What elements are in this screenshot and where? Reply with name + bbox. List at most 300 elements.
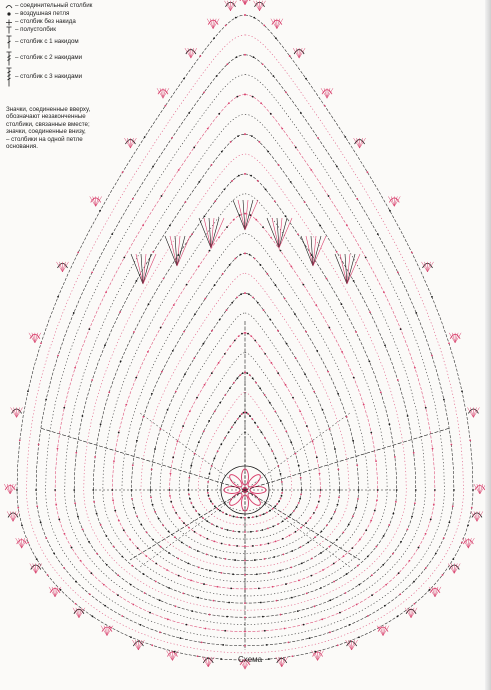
chain-dot — [274, 411, 276, 413]
chain-dot — [298, 579, 300, 581]
chain-dot — [277, 523, 279, 525]
chain-dot — [467, 524, 469, 526]
chain-dot — [228, 431, 230, 433]
chain-dot — [434, 489, 436, 491]
chain-dot — [290, 441, 292, 443]
chain-dot — [339, 612, 341, 614]
chain-dot — [88, 541, 90, 543]
chain-dot — [283, 553, 285, 555]
chain-dot — [259, 515, 261, 517]
chain-dot — [136, 515, 138, 517]
single-crochet-icon — [3, 19, 15, 26]
chain-dot — [188, 489, 190, 491]
chain-dot — [236, 296, 238, 298]
chain-dot — [292, 655, 294, 657]
chain-dot — [319, 473, 321, 475]
chain-dot — [215, 556, 217, 558]
chain-dot — [211, 372, 213, 374]
chain-dot — [152, 539, 154, 541]
chain-dot — [246, 412, 248, 414]
chain-dot — [236, 516, 238, 518]
chain-dot — [181, 541, 183, 543]
chain-dot — [341, 351, 343, 353]
chain-dot — [142, 224, 144, 226]
chain-dot — [16, 489, 18, 491]
chain-dot — [207, 492, 209, 494]
chain-dot — [267, 543, 269, 545]
chain-dot — [299, 411, 301, 413]
chain-dot — [322, 569, 324, 571]
chain-dot — [425, 567, 427, 569]
chain-dot — [94, 456, 96, 458]
chain-dot — [77, 516, 79, 518]
chain-dot — [311, 254, 313, 256]
chain-dot — [295, 531, 297, 533]
chain-dot — [285, 91, 287, 93]
chain-dot — [36, 558, 38, 560]
chain-dot — [213, 37, 215, 39]
chain-dot — [254, 258, 256, 260]
chain-dot — [376, 499, 378, 501]
chain-dot — [174, 651, 176, 653]
chain-dot — [190, 502, 192, 504]
chain-dot — [256, 516, 258, 518]
chain-dot — [300, 477, 302, 479]
chain-dot — [355, 331, 357, 333]
chain-dot — [224, 353, 226, 355]
chain-dot — [388, 524, 390, 526]
chain-dot — [316, 350, 318, 352]
half-double-crochet-icon — [3, 26, 15, 34]
chain-dot — [248, 517, 250, 519]
chain-dot — [413, 452, 415, 454]
chain-dot — [262, 616, 264, 618]
chain-dot — [206, 553, 208, 555]
chain-dot — [197, 655, 199, 657]
chain-dot — [239, 415, 241, 417]
chain-dot — [305, 331, 307, 333]
chain-dot — [249, 254, 251, 256]
chain-dot — [295, 453, 297, 455]
legend-label: – столбик без накида — [15, 17, 76, 25]
scan-edge-shadow — [485, 0, 491, 690]
chain-dot — [314, 605, 316, 607]
chain-dot — [73, 489, 75, 491]
chain-dot — [281, 489, 283, 491]
chain-stitch-icon — [3, 11, 15, 17]
legend-note-line: столбики, связанные вместе; — [6, 120, 90, 128]
chain-dot — [259, 346, 261, 348]
chain-dot — [130, 584, 132, 586]
chain-dot — [367, 171, 369, 173]
chain-dot — [385, 584, 387, 586]
chain-dot — [276, 600, 278, 602]
chain-dot — [211, 523, 213, 525]
chain-dot — [17, 507, 19, 509]
chain-dot — [244, 173, 246, 175]
chain-dot — [160, 428, 162, 430]
chain-dot — [226, 226, 228, 228]
chain-dot — [448, 342, 450, 344]
chain-dot — [221, 543, 223, 545]
chain-dot — [377, 489, 379, 491]
chain-dot — [198, 514, 200, 516]
chain-dot — [292, 397, 294, 399]
chain-dot — [244, 645, 246, 647]
chain-dot — [305, 522, 307, 524]
chain-dot — [443, 537, 445, 539]
star-spoke — [245, 490, 360, 560]
chain-dot — [334, 448, 336, 450]
chain-dot — [38, 444, 40, 446]
chain-dot — [169, 489, 171, 491]
chain-dot — [118, 432, 120, 434]
chain-dot — [159, 599, 161, 601]
chain-dot — [146, 555, 148, 557]
chain-dot — [168, 531, 170, 533]
chain-dot — [311, 558, 313, 560]
chain-dot — [232, 530, 234, 532]
chain-dot — [275, 457, 277, 459]
chain-dot — [295, 147, 297, 149]
chain-dot — [220, 443, 222, 445]
chain-dot — [367, 615, 369, 617]
chain-dot — [164, 105, 166, 107]
chain-dot — [187, 562, 189, 564]
chain-dot — [209, 473, 211, 475]
chain-dot — [258, 587, 260, 589]
chain-dot — [281, 492, 283, 494]
chain-dot — [229, 515, 231, 517]
chain-dot — [448, 521, 450, 523]
legend-note — [6, 106, 96, 150]
chain-dot — [191, 233, 193, 235]
chain-dot — [244, 531, 246, 533]
chain-dot — [409, 560, 411, 562]
chain-dot — [309, 517, 311, 519]
chain-dot — [111, 233, 113, 235]
chain-dot — [358, 584, 360, 586]
chain-dot — [334, 511, 336, 513]
chain-dot — [330, 518, 332, 520]
chain-dot — [270, 237, 272, 239]
chain-dot — [140, 624, 142, 626]
chain-dot — [450, 444, 452, 446]
chain-dot — [170, 473, 172, 475]
chain-dot — [288, 535, 290, 537]
chain-dot — [184, 373, 186, 375]
chain-dot — [242, 372, 244, 374]
chain-dot — [73, 312, 75, 314]
treble-crochet-icon — [3, 51, 15, 66]
chain-dot — [238, 175, 240, 177]
chain-dot — [375, 546, 377, 548]
chain-dot — [218, 362, 220, 364]
chain-dot — [277, 372, 279, 374]
chain-dot — [260, 544, 262, 546]
chain-dot — [82, 415, 84, 417]
symbol-legend — [3, 2, 153, 88]
chain-dot — [235, 17, 237, 19]
chain-dot — [175, 391, 177, 393]
chain-dot — [307, 541, 309, 543]
chain-dot — [269, 510, 271, 512]
chain-dot — [206, 538, 208, 540]
chain-dot — [315, 651, 317, 653]
chain-dot — [57, 296, 59, 298]
legend-label: – соединительный столбик — [15, 1, 93, 9]
chain-dot — [240, 293, 242, 295]
chain-dot — [238, 335, 240, 337]
chain-dot — [284, 298, 286, 300]
chain-dot — [268, 572, 270, 574]
chain-dot — [63, 567, 65, 569]
chain-dot — [188, 112, 190, 114]
chain-dot — [167, 618, 169, 620]
chain-dot — [106, 564, 108, 566]
chain-dot — [154, 448, 156, 450]
chain-dot — [182, 592, 184, 594]
chain-dot — [294, 313, 296, 315]
chain-dot — [21, 524, 23, 526]
chain-dot — [289, 55, 291, 57]
chain-dot — [291, 550, 293, 552]
chain-dot — [299, 498, 301, 500]
chain-dot — [267, 151, 269, 153]
chain-dot — [344, 592, 346, 594]
chain-dot — [47, 574, 49, 576]
chain-dot — [74, 502, 76, 504]
chain-dot — [272, 526, 274, 528]
chain-dot — [40, 521, 42, 523]
chain-dot — [146, 531, 148, 533]
chain-dot — [178, 169, 180, 171]
chain-dot — [244, 588, 246, 590]
chain-dot — [435, 552, 437, 554]
chain-dot — [232, 573, 234, 575]
chain-dot — [188, 527, 190, 529]
chain-dot — [275, 37, 277, 39]
chain-dot — [250, 175, 252, 177]
chain-dot — [268, 443, 270, 445]
chain-dot — [433, 504, 435, 506]
chain-dot — [352, 440, 354, 442]
chain-dot — [236, 96, 238, 98]
chain-dot — [346, 416, 348, 418]
chain-dot — [253, 17, 255, 19]
chain-dot — [279, 570, 281, 572]
chain-dot — [384, 344, 386, 346]
chain-dot — [204, 298, 206, 300]
chain-dot — [400, 541, 402, 543]
chain-dot — [120, 361, 122, 363]
chain-dot — [198, 566, 200, 568]
chain-dot — [286, 517, 288, 519]
chain-dot — [188, 493, 190, 495]
chain-dot — [198, 441, 200, 443]
chain-dot — [152, 504, 154, 506]
chain-dot — [363, 404, 365, 406]
chain-dot — [256, 530, 258, 532]
chain-dot — [103, 584, 105, 586]
chain-dot — [108, 391, 110, 393]
chain-dot — [348, 524, 350, 526]
chain-dot — [343, 555, 345, 557]
diagram-caption: Схема — [238, 655, 263, 664]
chain-dot — [263, 513, 265, 515]
chain-dot — [151, 393, 153, 395]
chain-dot — [375, 460, 377, 462]
chain-dot — [27, 542, 29, 544]
chain-dot — [312, 441, 314, 443]
chain-dot — [270, 362, 272, 364]
chain-dot — [172, 350, 174, 352]
chain-dot — [357, 565, 359, 567]
chain-dot — [209, 614, 211, 616]
chain-dot — [182, 425, 184, 427]
chain-dot — [257, 302, 259, 304]
chain-dot — [326, 524, 328, 526]
chain-dot — [122, 171, 124, 173]
chain-dot — [256, 573, 258, 575]
chain-dot — [344, 136, 346, 138]
chain-dot — [309, 637, 311, 639]
chain-dot — [414, 367, 416, 369]
chain-dot — [93, 501, 95, 503]
chain-dot — [248, 293, 250, 295]
chain-dot — [443, 399, 445, 401]
chain-dot — [271, 450, 273, 452]
legend-note-line: обозначают незаконченные — [6, 113, 86, 121]
chain-dot — [204, 384, 206, 386]
chain-dot — [190, 465, 192, 467]
chain-dot — [261, 431, 263, 433]
chain-dot — [338, 496, 340, 498]
chain-dot — [112, 499, 114, 501]
chain-dot — [75, 581, 77, 583]
chain-dot — [286, 343, 288, 345]
chain-dot — [119, 311, 121, 313]
chain-dot — [315, 304, 317, 306]
chain-dot — [231, 302, 233, 304]
chain-dot — [198, 266, 200, 268]
chain-dot — [154, 511, 156, 513]
chain-dot — [172, 506, 174, 508]
chain-dot — [234, 422, 236, 424]
chain-dot — [162, 524, 164, 526]
chain-dot — [222, 273, 224, 275]
chain-dot — [298, 465, 300, 467]
chain-dot — [203, 583, 205, 585]
chain-dot — [193, 357, 195, 359]
chain-dot — [269, 402, 271, 404]
chain-dot — [281, 495, 283, 497]
chain-dot — [255, 219, 257, 221]
chain-dot — [297, 610, 299, 612]
chain-dot — [252, 545, 254, 547]
chain-dot — [189, 498, 191, 500]
chain-dot — [280, 420, 282, 422]
chain-dot — [266, 273, 268, 275]
chain-dot — [291, 597, 293, 599]
chain-dot — [253, 56, 255, 58]
legend-row-double-treble — [3, 66, 153, 88]
chain-dot — [179, 517, 181, 519]
chain-dot — [260, 264, 262, 266]
chain-dot — [415, 489, 417, 491]
chain-dot — [163, 278, 165, 280]
chain-dot — [319, 495, 321, 497]
chain-dot — [297, 233, 299, 235]
chain-dot — [89, 593, 91, 595]
chain-dot — [252, 377, 254, 379]
chain-dot — [353, 377, 355, 379]
chain-dot — [244, 411, 246, 413]
chain-dot — [322, 409, 324, 411]
chain-dot — [432, 448, 434, 450]
chain-dot — [217, 450, 219, 452]
chain-dot — [300, 546, 302, 548]
chain-dot — [151, 644, 153, 646]
chain-dot — [357, 498, 359, 500]
chain-dot — [244, 631, 246, 633]
chain-dot — [300, 112, 302, 114]
chain-dot — [247, 413, 249, 415]
chain-dot — [80, 560, 82, 562]
chain-dot — [175, 605, 177, 607]
chain-dot — [105, 535, 107, 537]
chain-dot — [272, 75, 274, 77]
chain-dot — [229, 387, 231, 389]
chain-dot — [469, 439, 471, 441]
chain-dot — [414, 502, 416, 504]
chain-dot — [337, 393, 339, 395]
chain-dot — [207, 481, 209, 483]
chain-dot — [244, 133, 246, 135]
chain-dot — [452, 558, 454, 560]
chain-dot — [161, 371, 163, 373]
chain-dot — [100, 524, 102, 526]
chain-dot — [148, 303, 150, 305]
chain-dot — [280, 473, 282, 475]
chain-dot — [471, 507, 473, 509]
chain-dot — [300, 527, 302, 529]
chain-dot — [266, 512, 268, 514]
chain-dot — [301, 562, 303, 564]
chain-dot — [278, 500, 280, 502]
chain-dot — [329, 428, 331, 430]
chain-dot — [229, 346, 231, 348]
chain-dot — [197, 550, 199, 552]
chain-dot — [290, 514, 292, 516]
chain-dot — [177, 441, 179, 443]
chain-dot — [257, 426, 259, 428]
chain-dot — [189, 411, 191, 413]
chain-dot — [329, 599, 331, 601]
chain-dot — [244, 54, 246, 56]
chain-dot — [57, 355, 59, 357]
chain-dot — [236, 56, 238, 58]
chain-dot — [285, 430, 287, 432]
chain-dot — [27, 390, 29, 392]
chain-dot — [133, 507, 135, 509]
chain-dot — [244, 574, 246, 576]
chain-dot — [58, 519, 60, 521]
chain-dot — [224, 437, 226, 439]
chain-dot — [262, 226, 264, 228]
chain-dot — [365, 257, 367, 259]
chain-dot — [329, 631, 331, 633]
